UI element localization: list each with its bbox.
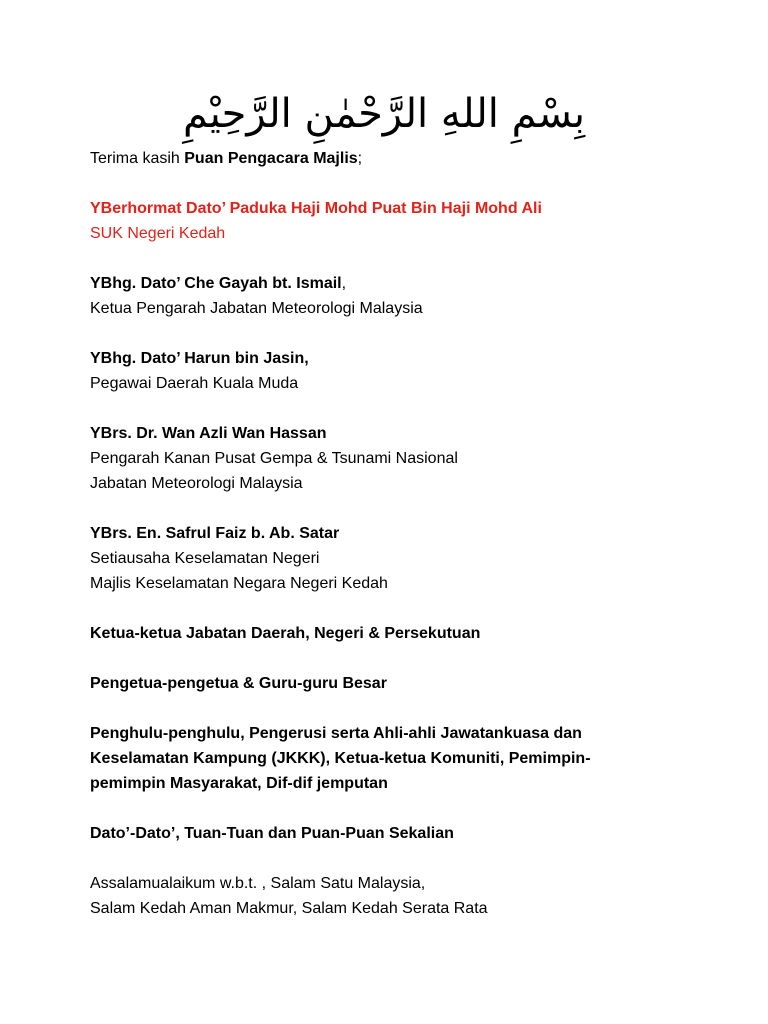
guest-name: YBerhormat Dato’ Paduka Haji Mohd Puat Bin Haji Mohd Ali [90,200,542,217]
basmala-calligraphy [182,82,586,146]
opening-prefix: Terima kasih [90,150,185,167]
group-salutation: Keselamatan Kampung (JKKK), Ketua-ketua Komuniti, Pemimpin- [90,750,591,767]
guest-title: SUK Negeri Kedah [90,225,226,242]
guest-title: Pengarah Kanan Pusat Gempa & Tsunami Nasional [90,450,458,467]
guest-name-line [90,271,710,296]
spacer [90,596,710,621]
spacer [90,846,710,871]
basmala-text: بِسْمِ اللهِ الرَّحْمٰنِ الرَّحِيْمِ [182,91,586,137]
spacer [90,321,710,346]
guest-name: YBrs. Dr. Wan Azli Wan Hassan [90,425,327,442]
group-salutation: Penghulu-penghulu, Pengerusi serta Ahli-ahli Jawatankuasa dan [90,725,582,742]
greeting-line: Assalamualaikum w.b.t. , Salam Satu Malaysia, [90,875,426,892]
spacer [90,646,710,671]
spacer [90,396,710,421]
guest-name: YBhg. Dato’ Harun bin Jasin, [90,350,309,367]
group-salutation: pemimpin Masyarakat, Dif-dif jemputan [90,775,388,792]
guest-title: Jabatan Meteorologi Malaysia [90,475,303,492]
speech-salutation [90,146,710,921]
spacer [90,496,710,521]
group-salutation: Pengetua-pengetua & Guru-guru Besar [90,675,387,692]
guest-title: Setiausaha Keselamatan Negeri [90,550,320,567]
group-salutation: Ketua-ketua Jabatan Daerah, Negeri & Persekutuan [90,625,481,642]
guest-title: Ketua Pengarah Jabatan Meteorologi Malaysia [90,300,423,317]
guest-name: YBhg. Dato’ Che Gayah bt. Ismail [90,275,342,292]
spacer [90,696,710,721]
spacer [90,171,710,196]
greeting-line: Salam Kedah Aman Makmur, Salam Kedah Serata Rata [90,900,488,917]
guest-name: YBrs. En. Safrul Faiz b. Ab. Satar [90,525,340,542]
guest-title: Majlis Keselamatan Negara Negeri Kedah [90,575,388,592]
spacer [90,246,710,271]
guest-title: Pegawai Daerah Kuala Muda [90,375,299,392]
opening-suffix: ; [357,150,363,167]
opening-line [90,146,710,171]
guest-name-suffix: , [341,275,347,292]
spacer [90,796,710,821]
group-salutation: Dato’-Dato’, Tuan-Tuan dan Puan-Puan Sekalian [90,825,454,842]
opening-name: Puan Pengacara Majlis [184,150,358,167]
